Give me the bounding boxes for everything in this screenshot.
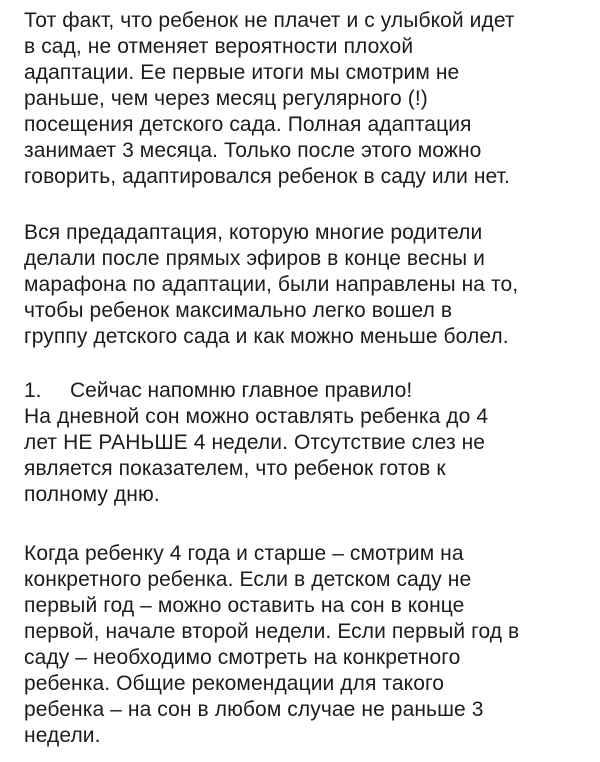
text-line: марафона по адаптации, были направлены на то, [24, 273, 519, 296]
text-line: ребенка – на сон в любом случае не раньше 3 [24, 698, 484, 721]
text-line: На дневной сон можно оставлять ребенка до 4 [24, 405, 489, 428]
text-line: адаптации. Ее первые итоги мы смотрим не [24, 61, 460, 84]
paragraph-older-child [24, 541, 584, 749]
text-line: полному дню. [24, 483, 160, 506]
text-line: Тот факт, что ребенок не плачет и с улыбкой идет [24, 9, 515, 32]
text-line: в сад, не отменяет вероятности плохой [24, 35, 414, 58]
text-line: Когда ребенку 4 года и старше – смотрим на [24, 542, 464, 565]
text-line: говорить, адаптировался ребенок в саду или нет. [24, 165, 510, 188]
paragraph-adaptation-results [24, 8, 584, 190]
text-line: первой, начале второй недели. Если первый год в [24, 620, 520, 643]
text-line: делали после прямых эфиров в конце весны и [24, 247, 485, 270]
paragraph-nap-rule [24, 404, 584, 508]
list-item-heading [24, 378, 412, 404]
text-line: занимает 3 месяца. Только после этого можно [24, 139, 482, 162]
list-number: 1. [24, 379, 42, 402]
text-line: группу детского сада и как можно меньше болел. [24, 325, 509, 348]
text-line: чтобы ребенок максимально легко вошел в [24, 299, 453, 322]
text-line: конкретного ребенка. Если в детском саду не [24, 568, 472, 591]
text-line: лет НЕ РАНЬШЕ 4 недели. Отсутствие слез не [24, 431, 486, 454]
text-line: Вся предадаптация, которую многие родители [24, 221, 483, 244]
text-line: посещения детского сада. Полная адаптация [24, 113, 472, 136]
paragraph-preadaptation [24, 220, 584, 350]
text-line: первый год – можно оставить на сон в конце [24, 594, 465, 617]
text-line: ребенка. Общие рекомендации для такого [24, 672, 445, 695]
text-line: недели. [24, 724, 101, 747]
list-heading-text: Сейчас напомню главное правило! [70, 379, 413, 402]
text-line: раньше, чем через месяц регулярного (!) [24, 87, 428, 110]
text-line: является показателем, что ребенок готов к [24, 457, 446, 480]
text-line: саду – необходимо смотреть на конкретного [24, 646, 461, 669]
